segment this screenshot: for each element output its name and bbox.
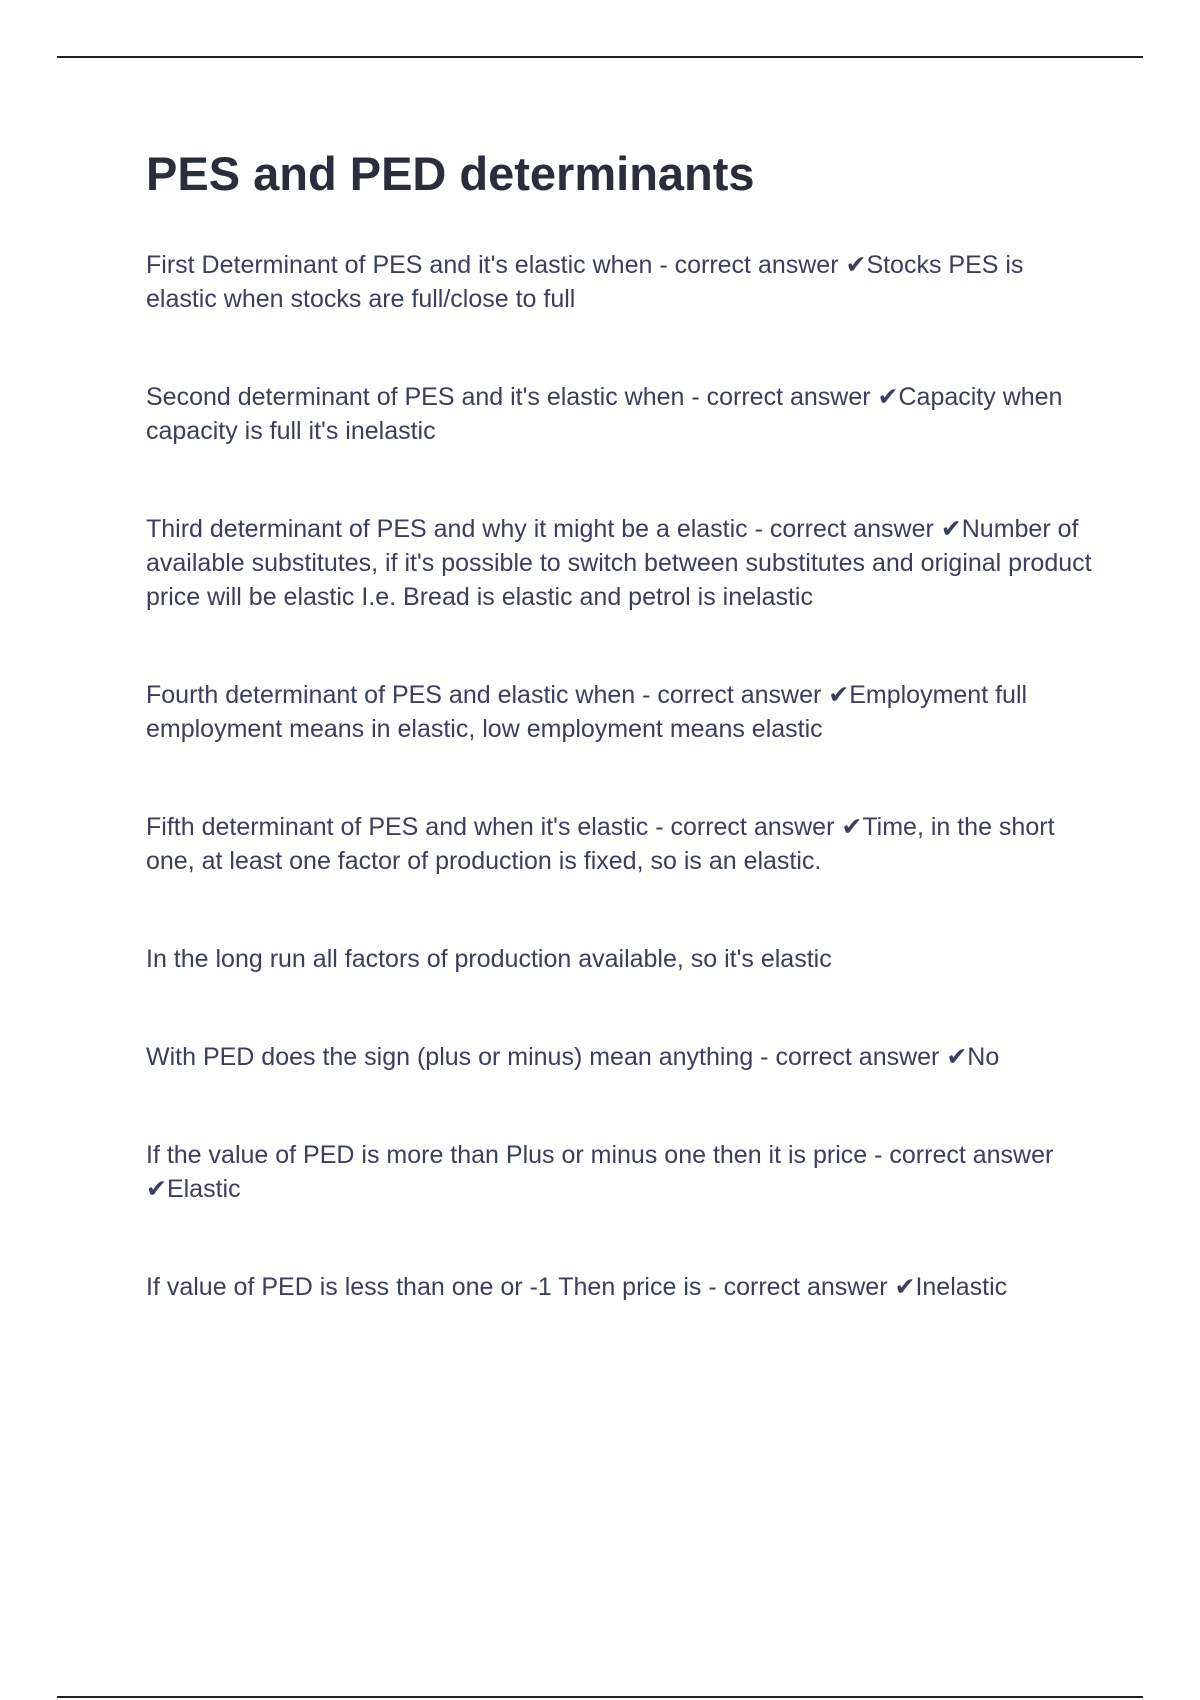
qa-item <box>146 1040 1096 1074</box>
qa-item <box>146 248 1096 316</box>
qa-item <box>146 380 1096 448</box>
qa-answer: Capacity when capacity is full it's inelastic <box>146 383 1063 445</box>
page-title: PES and PED determinants <box>146 147 755 200</box>
qa-item <box>146 942 1096 976</box>
qa-item <box>146 678 1096 746</box>
checkmark-icon: ✔ <box>828 681 850 709</box>
document-body <box>146 146 1096 1368</box>
qa-item <box>146 1138 1096 1206</box>
qa-question: Second determinant of PES and it's elastic when - correct answer <box>146 383 878 411</box>
qa-answer: Elastic <box>166 1175 241 1203</box>
qa-question: In the long run all factors of production available, so it's elastic <box>146 945 832 973</box>
qa-item <box>146 1270 1096 1304</box>
qa-question: Fifth determinant of PES and when it's elastic - correct answer <box>146 813 842 841</box>
checkmark-icon: ✔ <box>841 813 863 841</box>
qa-question: Fourth determinant of PES and elastic when - correct answer <box>146 681 829 709</box>
top-rule <box>57 56 1143 58</box>
checkmark-icon: ✔ <box>894 1273 916 1301</box>
checkmark-icon: ✔ <box>146 1175 167 1203</box>
qa-question: With PED does the sign (plus or minus) mean anything - correct answer <box>146 1043 947 1071</box>
qa-question: If value of PED is less than one or -1 Then price is - correct answer <box>146 1273 895 1301</box>
checkmark-icon: ✔ <box>877 383 899 411</box>
qa-answer: Inelastic <box>915 1273 1008 1301</box>
qa-answer: Stocks PES is elastic when stocks are full/close to full <box>146 251 1024 313</box>
qa-list <box>146 248 1096 1304</box>
qa-question: If the value of PED is more than Plus or minus one then it is price - correct answer <box>146 1141 1054 1169</box>
qa-answer: Number of available substitutes, if it's possible to switch between substitutes and original product price will be elastic I.e. Bread is elastic and petrol is inelastic <box>146 515 1092 611</box>
checkmark-icon: ✔ <box>946 1043 968 1071</box>
qa-question: Third determinant of PES and why it might be a elastic - correct answer <box>146 515 941 543</box>
qa-answer: Time, in the short one, at least one factor of production is fixed, so is an elastic. <box>146 813 1055 875</box>
qa-answer: No <box>967 1043 1000 1071</box>
qa-question: First Determinant of PES and it's elastic when - correct answer <box>146 251 846 279</box>
qa-item <box>146 512 1096 614</box>
checkmark-icon: ✔ <box>845 251 867 279</box>
bottom-rule <box>57 1696 1143 1698</box>
qa-answer: Employment full employment means in elastic, low employment means elastic <box>146 681 1028 743</box>
qa-item <box>146 810 1096 878</box>
checkmark-icon: ✔ <box>940 515 962 543</box>
